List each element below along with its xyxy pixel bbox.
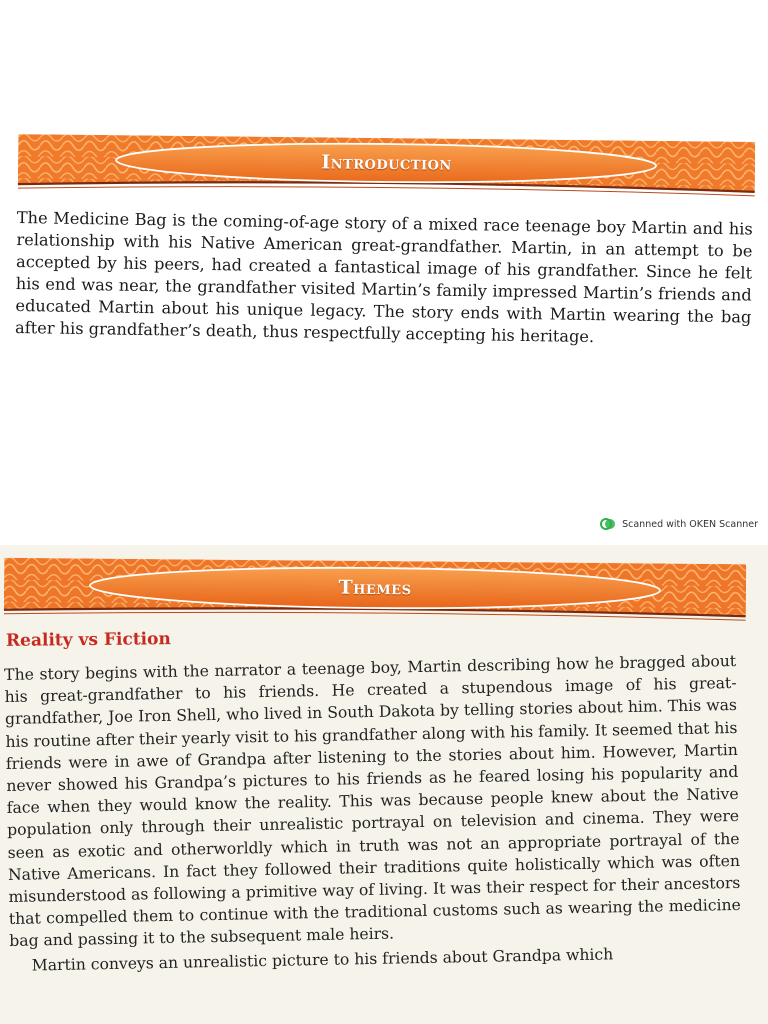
introduction-banner bbox=[18, 134, 756, 204]
scanner-badge bbox=[600, 518, 758, 530]
introduction-text: The Medicine Bag is the coming-of-age story of a mixed race teenage boy Martin and his relationship with his Native American great-grandfather. Martin, in an attempt to be accepted by his peers, had created a fantastical image of his grandfather. Since he felt his end was near, the grandfather visited Martin’s family impressed Martin’s friends and educated Martin about his unique legacy. The story ends with Martin wearing the bag after his grandfather’s death, thus respectfully accepting his heritage. bbox=[14, 207, 753, 347]
introduction-title: Introduction bbox=[321, 151, 452, 175]
themes-banner bbox=[4, 558, 747, 626]
themes-paragraph-2: Martin conveys an unrealistic picture to his friends about Grandpa which bbox=[31, 945, 614, 975]
themes-body bbox=[4, 650, 742, 977]
section-heading: Reality vs Fiction bbox=[5, 629, 171, 651]
oken-logo-icon bbox=[600, 518, 616, 530]
themes-title: Themes bbox=[338, 576, 412, 600]
themes-paragraph-1: The story begins with the narrator a teenage boy, Martin describing how he bragged about his great-grandfather to his friends. He created a stupendous image of his great-grandfather, Joe Iron Shell, who lived in South Dakota by telling stories about him. This was his routine after their yearly visit to his grandfather along with his family. It seemed that his friends were in awe of Grandpa after listening to the stories about him. However, Martin never showed his Grandpa’s pictures to his friends as he feared losing his popularity and face when they would know the reality. This was because people knew about the Native population only through their unrealistic portrayal on television and cinema. They were seen as exotic and otherworldly which in truth was not an appropriate portrayal of the Native Americans. In fact they followed their traditions quite holistically which was often misunderstood as following a primitive way of living. It was their respect for their ancestors that compelled them to continue with the traditional customs such as wearing the medicine bag and passing it to the subsequent male heirs. bbox=[4, 651, 741, 951]
scanner-label: Scanned with OKEN Scanner bbox=[622, 518, 758, 530]
